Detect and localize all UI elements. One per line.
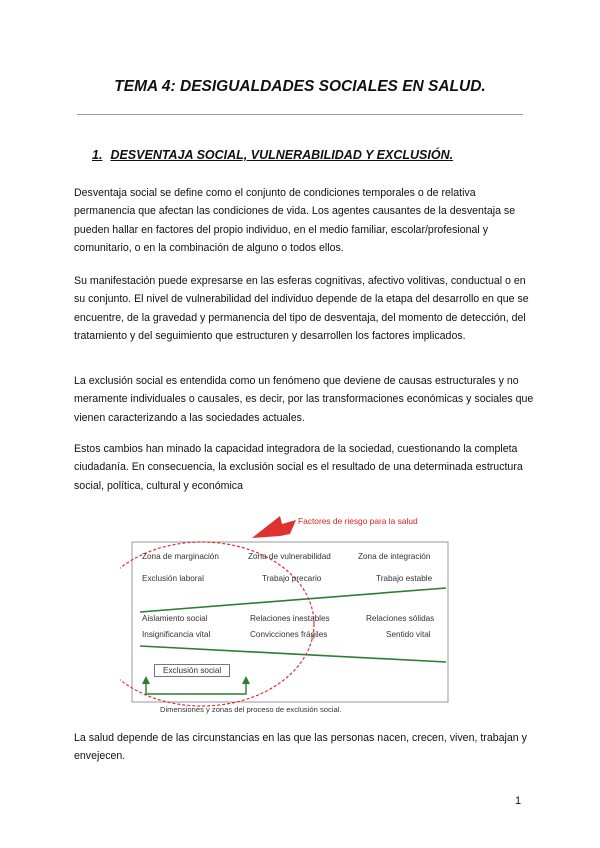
paragraph-manifestacion: Su manifestación puede expresarse en las esferas cognitivas, afectivo volitivas, conductual o en su conjunto. El nivel de vulnerabilidad del individuo depende de la etapa del desarrollo en que se encuentre, de la gravedad y permanencia del tipo de desventaja, del momento de detección, del tratamiento y del seguimiento que estructuren y desarrollen los factores implicados. — [74, 275, 529, 342]
label-trabajo-estable: Trabajo estable — [376, 574, 433, 583]
label-convicciones-fragiles: Convicciones frágiles — [250, 630, 328, 639]
bracket-arrow-right-icon — [242, 676, 250, 684]
label-sentido-vital: Sentido vital — [386, 630, 431, 639]
section-heading — [92, 148, 453, 162]
title-divider — [77, 114, 523, 115]
bracket-arrow-left-icon — [142, 676, 150, 684]
exclusion-bracket — [146, 682, 246, 694]
zone-marginacion: Zona de marginación — [142, 552, 219, 561]
zone-integracion: Zona de integración — [358, 552, 431, 561]
exclusion-trend-line — [140, 646, 446, 662]
page-number: 1 — [515, 795, 522, 807]
paragraph-desventaja: Desventaja social se define como el conjunto de condiciones temporales o de relativa permanencia que afectan las condiciones de vida. Los agentes causantes de la desventaja se pueden hallar en factores del propio individuo, en el medio familiar, escolar/profesional y comunitario, o en la combinación de alguno o todos ellos. — [74, 187, 516, 254]
risk-ellipse — [120, 542, 314, 706]
paragraph-salud: La salud depende de las circunstancias en las que las personas nacen, crecen, viven, trabajan y envejecen. — [74, 732, 527, 763]
risk-arrow-icon — [252, 516, 296, 538]
paragraph-cambios: Estos cambios han minado la capacidad integradora de la sociedad, cuestionando la completa ciudadanía. En consecuencia, la exclusión social es el resultado de una determinada estructura social, política, cultural y económica — [74, 443, 523, 492]
label-trabajo-precario: Trabajo precario — [262, 574, 322, 583]
exclusion-social-label: Exclusión social — [154, 664, 230, 677]
integration-trend-line — [140, 588, 446, 612]
section-number: 1. — [92, 148, 103, 162]
exclusion-diagram — [120, 512, 460, 722]
label-relaciones-inestables: Relaciones inestables — [250, 614, 330, 623]
paragraph-exclusion: La exclusión social es entendida como un fenómeno que deviene de causas estructurales y no meramente individuales o causales, es decir, por las transformaciones económicas y sociales que vienen caracterizando a las sociedades actuales. — [74, 375, 534, 424]
document-title: TEMA 4: DESIGUALDADES SOCIALES EN SALUD. — [114, 78, 486, 95]
label-exclusion-laboral: Exclusión laboral — [142, 574, 204, 583]
label-relaciones-solidas: Relaciones sólidas — [366, 614, 435, 623]
figure-caption: Dimensiones y zonas del proceso de exclusión social. — [160, 705, 342, 714]
section-title: DESVENTAJA SOCIAL, VULNERABILIDAD Y EXCLUSIÓN. — [110, 148, 454, 162]
zone-vulnerabilidad: Zona de vulnerabilidad — [248, 552, 331, 561]
label-aislamiento-social: Aislamiento social — [142, 614, 208, 623]
risk-factors-label: Factores de riesgo para la salud — [298, 516, 418, 526]
label-insignificancia-vital: Insignificancia vital — [142, 630, 211, 639]
